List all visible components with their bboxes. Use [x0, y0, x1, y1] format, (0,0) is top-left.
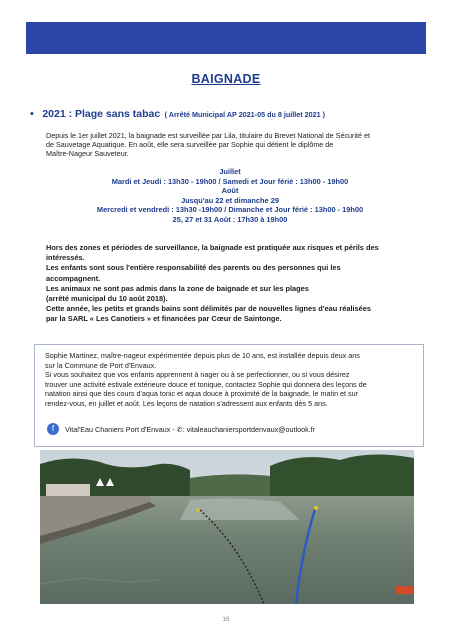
- page-title: BAIGNADE: [191, 72, 261, 86]
- instructor-text: [45, 351, 417, 408]
- hours-line: Jusqu'au 22 et dimanche 29: [181, 195, 279, 205]
- instructor-line: Si vous souhaitez que vos enfants apprennent à nager ou à se perfectionner, ou si vous désirez: [45, 370, 350, 379]
- rules-line: (arrêté municipal du 10 août 2018).: [46, 294, 168, 304]
- intro-line: Maître-Nageur Sauveteur.: [46, 149, 129, 159]
- instructor-box: [34, 344, 424, 447]
- rules-line: Les enfants sont sous l'entière responsabilité des parents ou des personnes qui les: [46, 263, 341, 273]
- rules-line: par la SARL « Les Canotiers » et financées par Cœur de Saintonge.: [46, 314, 282, 324]
- hours-line: Juillet: [219, 167, 241, 176]
- intro-line: de Sauvetage Aquatique. En août, elle sera surveillée par Sophie qui détient le diplôme de: [46, 140, 334, 150]
- header-band: [26, 22, 426, 54]
- river-photo: [40, 450, 414, 604]
- instructor-line: Sophie Martinez, maître-nageur expérimentée depuis plus de 10 ans, est installée depuis deux ans: [45, 351, 360, 360]
- hours-line: Mercredi et vendredi : 13h30 -19h00 / Dimanche et Jour férié : 13h00 - 19h00: [96, 205, 364, 215]
- page-number: 16: [222, 616, 230, 623]
- rules-line: Cette année, les petits et grands bains sont délimités par de nouvelles lignes d'eau réalisées: [46, 304, 372, 314]
- section-heading: [30, 104, 430, 122]
- hours-line: Août: [221, 186, 239, 196]
- hours-line: 25, 27 et 31 Août : 17h30 à 19h00: [172, 214, 288, 224]
- intro-line: Depuis le 1er juillet 2021, la baignade est surveillée par Lila, titulaire du Brevet National de Sécurité et: [46, 131, 371, 140]
- hours-line: Mardi et Jeudi : 13h30 - 19h00 / Samedi et Jour férié : 13h00 - 19h00: [111, 176, 349, 186]
- section-heading-text: 2021 : Plage sans tabac: [42, 108, 161, 120]
- instructor-line: trouver une activité estivale extérieure douce et tonique, contactez Sophie qui donnera des leçons de: [45, 379, 367, 389]
- intro-paragraph: [46, 131, 426, 159]
- instructor-line: natation ainsi que des cours d'aqua tonic et aqua douce à proximité de la baignade, le matin et sur: [45, 389, 359, 398]
- section-subheading: ( Arrêté Municipal AP 2021-05 du 8 juillet 2021 ): [164, 110, 325, 119]
- opening-hours: [40, 167, 420, 225]
- rules-line: accompagnent.: [46, 273, 101, 283]
- rules-line: intéressés.: [46, 253, 85, 263]
- facebook-icon: f: [47, 423, 59, 435]
- rules-line: Les animaux ne sont pas admis dans la zone de baignade et sur les plages: [46, 283, 309, 293]
- rules-line: Hors des zones et périodes de surveillance, la baignade est pratiquée aux risques et périls des: [46, 243, 379, 252]
- bullet-icon: •: [30, 108, 34, 120]
- contact-line: [47, 423, 315, 435]
- rules-paragraph: [46, 243, 426, 325]
- instructor-line: rendez-vous, en juillet et août. Les leçons de natation s'adressent aux enfants dès 5 ans.: [45, 398, 328, 408]
- instructor-line: sur la Commune de Port d'Envaux.: [45, 360, 157, 370]
- contact-text[interactable]: Vital'Eau Chaniers Port d'Envaux - ✆: vitaleauchaniersportdenvaux@outlook.fr: [65, 424, 316, 434]
- river-photo-illustration: [40, 450, 414, 604]
